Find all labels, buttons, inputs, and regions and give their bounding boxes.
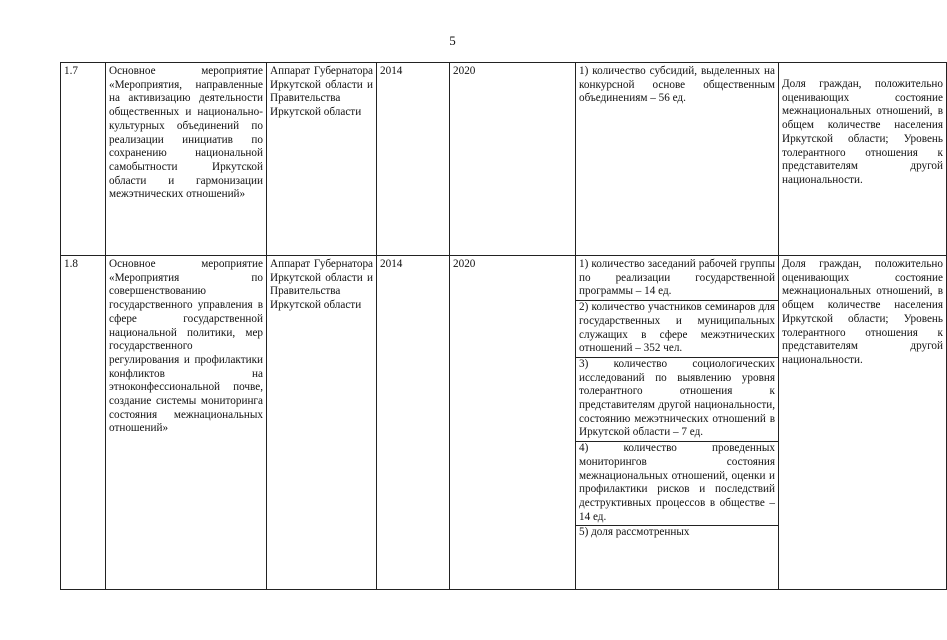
target-indicators-text: Доля граждан, положительно оценивающих состояние межнациональных отношений, в общем количестве населения Иркутской области; Уровень толерантного отношения к представителям другой национальности. (782, 78, 943, 186)
page-number: 5 (449, 33, 456, 48)
indicator-item: 1) количество заседаний рабочей группы по реализации государственной программы – 14 ед. (576, 258, 778, 301)
row-number: 1.8 (61, 256, 106, 590)
indicators-cell (576, 63, 779, 256)
executor-cell: Аппарат Губернатора Иркутской области и Правительства Иркутской области (267, 63, 377, 256)
indicators-cell (576, 256, 779, 590)
target-indicators-cell (779, 63, 947, 256)
target-indicators-cell (779, 256, 947, 590)
executor-cell: Аппарат Губернатора Иркутской области и Правительства Иркутской области (267, 256, 377, 590)
row-number: 1.7 (61, 63, 106, 256)
indicator-item: 4) количество проведенных мониторингов состояния межнациональных отношений, оценки и профилактики рисков и последствий деструктивных процессов в обществе – 14 ед. (576, 442, 778, 526)
table-row-1-7 (61, 63, 947, 256)
table-row-1-8 (61, 256, 947, 590)
indicator-item: 3) количество социологических исследований по выявлению уровня толерантного отношения к представителям другой национальности, состоянию межэтнических отношений в Иркутской области – 7 ед. (576, 358, 778, 442)
indicator-item: 2) количество участников семинаров для государственных и муниципальных служащих в сфере межэтнических отношений – 352 чел. (576, 301, 778, 358)
start-year-cell: 2014 (377, 63, 450, 256)
indicator-item: 1) количество субсидий, выделенных на конкурсной основе общественным объединениям – 56 ед. (579, 65, 775, 105)
end-year-cell: 2020 (450, 256, 576, 590)
program-events-table (60, 62, 947, 590)
event-name-cell: Основное мероприятие «Мероприятия по совершенствованию государственного управления в сфере государственной национальной политики, мер государственного регулирования и профилактики конфликтов на этноконфессиональной почве, создание системы мониторинга состояния межнациональных отношений» (106, 256, 267, 590)
end-year-cell: 2020 (450, 63, 576, 256)
target-indicators-text: Доля граждан, положительно оценивающих состояние межнациональных отношений, в общем количестве населения Иркутской области; Уровень толерантного отношения к представителям другой национальности. (782, 258, 943, 366)
event-name-cell: Основное мероприятие «Мероприятия, направленные на активизацию деятельности общественных и национально-культурных объединений по реализации инициатив по сохранению национальной самобытности Иркутской области и гармонизации межэтнических отношений» (106, 63, 267, 256)
start-year-cell: 2014 (377, 256, 450, 590)
indicator-item: 5) доля рассмотренных (579, 526, 690, 539)
